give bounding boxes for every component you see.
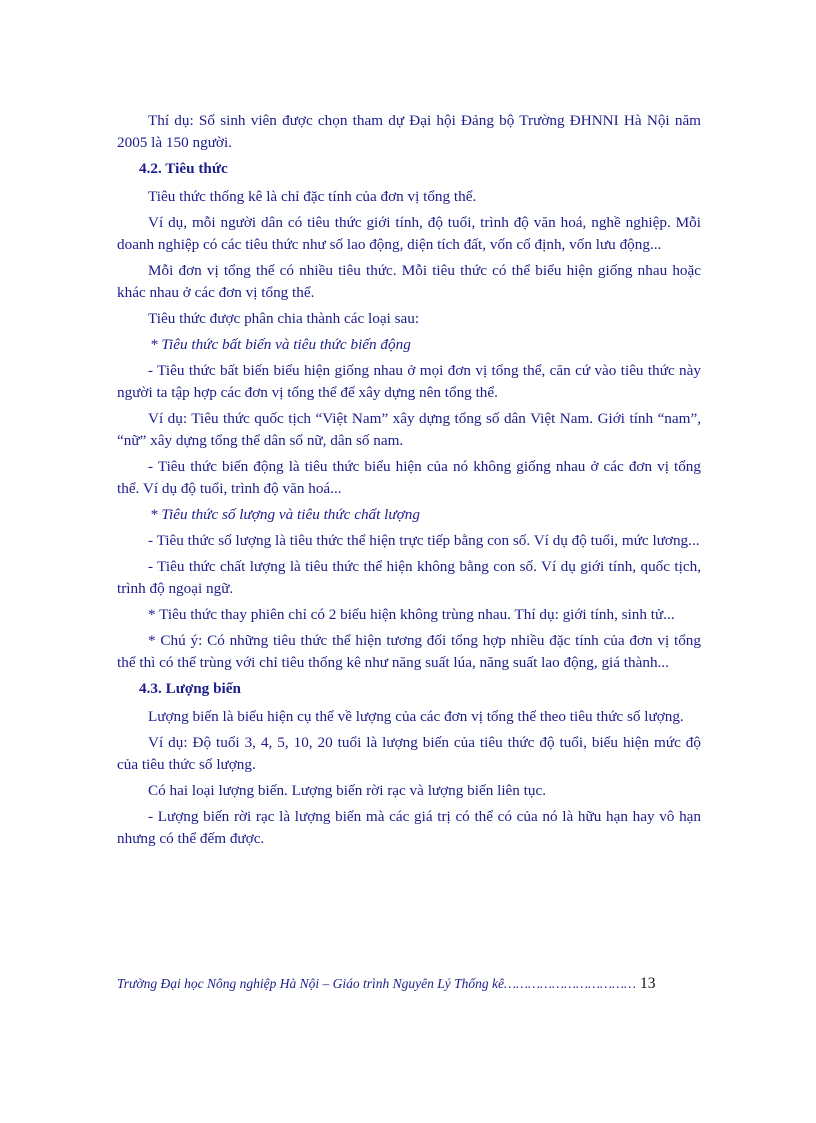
page-body — [117, 110, 701, 854]
paragraph: - Lượng biến rời rạc là lượng biến mà các giá trị có thể có của nó là hữu hạn hay vô hạn nhưng có thể đếm được. — [117, 808, 701, 847]
paragraph: Tiêu thức thống kê là chỉ đặc tính của đơn vị tổng thể. — [148, 188, 477, 205]
paragraph: - Tiêu thức số lượng là tiêu thức thể hiện trực tiếp bằng con số. Ví dụ độ tuổi, mức lương... — [148, 532, 700, 549]
paragraph: Thí dụ: Số sinh viên được chọn tham dự Đại hội Đảng bộ Trường ĐHNNI Hà Nội năm 2005 là 150 người. — [117, 112, 701, 151]
section-heading-4-3: 4.3. Lượng biến — [139, 680, 241, 697]
paragraph: Ví dụ: Tiêu thức quốc tịch “Việt Nam” xây dựng tổng số dân Việt Nam. Giới tính “nam”, “nữ” xây dựng tổng thể dân số nữ, dân số nam. — [117, 410, 701, 449]
paragraph: Tiêu thức được phân chia thành các loại sau: — [148, 310, 420, 327]
subheading-italic: * Tiêu thức bất biến và tiêu thức biến động — [150, 336, 411, 353]
paragraph: * Tiêu thức thay phiên chỉ có 2 biểu hiện không trùng nhau. Thí dụ: giới tính, sinh tử... — [148, 606, 675, 623]
paragraph: * Chú ý: Có những tiêu thức thể hiện tương đối tổng hợp nhiều đặc tính của đơn vị tổng thể thì có thể trùng với chỉ tiêu thống kê như năng suất lúa, năng suất lao động, giá thành... — [117, 632, 701, 671]
paragraph: - Tiêu thức bất biến biểu hiện giống nhau ở mọi đơn vị tổng thể, căn cứ vào tiêu thức này người ta tập hợp các đơn vị tổng thể để xây dựng nên tổng thể. — [117, 362, 701, 401]
footer-text: Trường Đại học Nông nghiệp Hà Nội – Giáo trình Nguyên Lý Thống kê…………………………… — [117, 976, 636, 991]
paragraph: - Tiêu thức biến động là tiêu thức biểu hiện của nó không giống nhau ở các đơn vị tổng thể. Ví dụ độ tuổi, trình độ văn hoá... — [117, 458, 701, 497]
paragraph: Có hai loại lượng biến. Lượng biến rời rạc và lượng biến liên tục. — [148, 782, 547, 799]
paragraph: Mỗi đơn vị tổng thể có nhiều tiêu thức. Mỗi tiêu thức có thể biểu hiện giống nhau hoặc khác nhau ở các đơn vị tổng thể. — [117, 262, 701, 301]
page-footer — [117, 975, 668, 993]
paragraph: Ví dụ: Độ tuổi 3, 4, 5, 10, 20 tuổi là lượng biến của tiêu thức độ tuổi, biểu hiện mức độ của tiêu thức số lượng. — [117, 734, 701, 773]
paragraph: - Tiêu thức chất lượng là tiêu thức thể hiện không bằng con số. Ví dụ giới tính, quốc tịch, trình độ ngoại ngữ. — [117, 558, 701, 597]
paragraph: Ví dụ, mỗi người dân có tiêu thức giới tính, độ tuổi, trình độ văn hoá, nghề nghiệp. Mỗi doanh nghiệp có các tiêu thức như số lao động, diện tích đất, vốn cố định, vốn lưu động... — [117, 214, 701, 253]
paragraph: Lượng biến là biểu hiện cụ thể về lượng của các đơn vị tổng thể theo tiêu thức số lượng. — [148, 708, 684, 725]
section-heading-4-2: 4.2. Tiêu thức — [139, 160, 228, 177]
subheading-italic: * Tiêu thức số lượng và tiêu thức chất lượng — [150, 506, 420, 523]
page-number: 13 — [639, 975, 656, 992]
